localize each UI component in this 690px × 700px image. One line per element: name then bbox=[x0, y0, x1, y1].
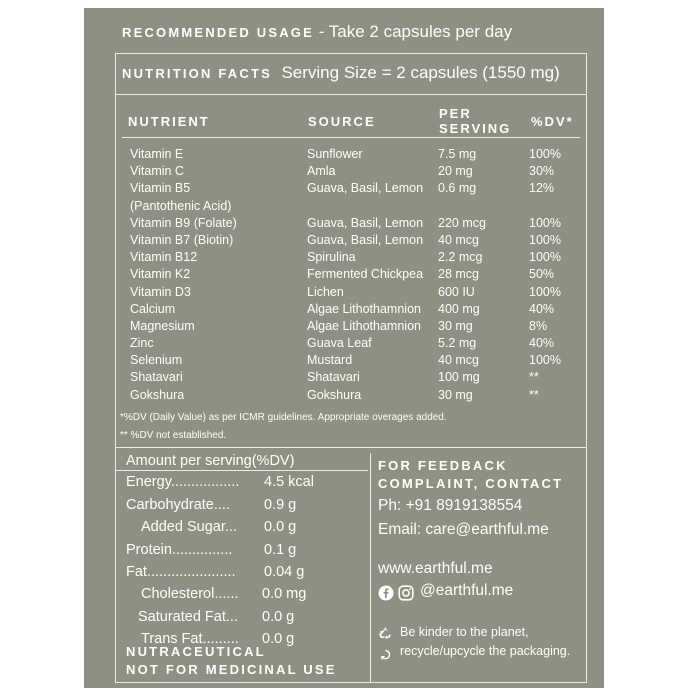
facebook-icon[interactable] bbox=[378, 585, 394, 606]
upcycle-icon bbox=[378, 648, 393, 668]
nutrient-name: Vitamin B7 (Biotin) bbox=[130, 232, 234, 247]
amount-label: Trans Fat......... bbox=[141, 631, 239, 647]
nutrient-name: Vitamin B12 bbox=[130, 250, 198, 265]
nutrient-amount: 400 mg bbox=[438, 301, 480, 316]
nutrient-source: Fermented Chickpea bbox=[307, 267, 424, 282]
nutrient-source: Guava, Basil, Lemon bbox=[307, 215, 424, 230]
nutrient-name: Zinc bbox=[130, 336, 154, 351]
nutrient-amount: 7.5 mg bbox=[438, 147, 477, 161]
amount-label: Cholesterol...... bbox=[141, 586, 239, 602]
amount-per-serving-heading: Amount per serving(%DV) bbox=[126, 453, 295, 469]
nutrient-source: Shatavari bbox=[307, 370, 360, 385]
amount-label: Saturated Fat... bbox=[138, 609, 238, 625]
nutrient-dv: ** bbox=[529, 370, 539, 385]
amount-value: 0.0 g bbox=[264, 519, 297, 535]
nutrient-dv: 40% bbox=[529, 336, 555, 351]
col-header-nutrient: NUTRIENT bbox=[128, 114, 210, 129]
amount-label: Protein............... bbox=[126, 542, 233, 558]
social-handle[interactable]: @earthful.me bbox=[420, 582, 514, 599]
amount-value: 0.9 g bbox=[264, 497, 297, 513]
nutrient-dv: ** bbox=[529, 387, 539, 402]
nutrition-facts-heading: NUTRITION FACTS bbox=[122, 66, 272, 81]
table-row bbox=[130, 352, 582, 369]
divider bbox=[116, 94, 586, 95]
nutrient-amount: 2.2 mcg bbox=[438, 250, 483, 265]
nutrient-amount: 220 mcg bbox=[438, 215, 486, 230]
nutrient-dv: 8% bbox=[529, 318, 548, 333]
nutrient-name: Shatavari bbox=[130, 370, 183, 385]
divider bbox=[116, 470, 368, 471]
serving-size: Serving Size = 2 capsules (1550 mg) bbox=[281, 63, 560, 82]
nutrient-amount: 40 mcg bbox=[438, 232, 479, 247]
amount-value: 0.0 mg bbox=[262, 586, 307, 602]
nutrient-name: (Pantothenic Acid) bbox=[130, 198, 232, 213]
nutrient-amount: 30 mg bbox=[438, 387, 473, 402]
col-header-serving: SERVING bbox=[439, 121, 512, 136]
phone-number[interactable]: Ph: +91 8919138554 bbox=[378, 497, 523, 514]
nutraceutical-label: NUTRACEUTICAL bbox=[126, 644, 266, 659]
nutrient-name: Gokshura bbox=[130, 387, 185, 402]
amount-label: Energy................. bbox=[126, 474, 240, 490]
col-header-dv: %DV* bbox=[531, 114, 574, 129]
table-row bbox=[130, 318, 582, 335]
nutrient-source: Mustard bbox=[307, 353, 353, 368]
nutrient-dv: 100% bbox=[529, 232, 561, 247]
nutrition-facts-title bbox=[122, 63, 560, 83]
email-address[interactable]: Email: care@earthful.me bbox=[378, 521, 549, 538]
nutrient-amount: 40 mcg bbox=[438, 353, 479, 368]
recommended-usage-heading: RECOMMENDED USAGE bbox=[122, 25, 314, 40]
nutrient-amount: 0.6 mg bbox=[438, 181, 477, 196]
amount-value: 0.0 g bbox=[262, 631, 295, 647]
nutrient-source: Lichen bbox=[307, 284, 344, 299]
nutrition-facts-box bbox=[115, 53, 587, 683]
amount-value: 0.0 g bbox=[262, 609, 295, 625]
table-row bbox=[130, 215, 582, 232]
table-row bbox=[130, 163, 582, 180]
nutrient-name: Vitamin K2 bbox=[130, 267, 191, 282]
nutrient-source: Guava Leaf bbox=[307, 336, 372, 351]
nutrient-name: Selenium bbox=[130, 353, 183, 368]
table-row bbox=[130, 335, 582, 352]
not-for-medicinal-use-label: NOT FOR MEDICINAL USE bbox=[126, 662, 337, 677]
amount-label: Fat...................... bbox=[126, 564, 236, 580]
table-row bbox=[130, 146, 582, 163]
nutrient-name: Vitamin B5 bbox=[130, 181, 191, 196]
label-panel bbox=[84, 8, 604, 688]
nutrient-source: Spirulina bbox=[307, 250, 356, 265]
table-row bbox=[130, 249, 582, 266]
nutrient-dv: 100% bbox=[529, 147, 561, 161]
recycle-icon bbox=[378, 626, 393, 646]
recycle-message-line2: recycle/upcycle the packaging. bbox=[400, 644, 571, 658]
dv-footnote: *%DV (Daily Value) as per ICMR guidelines. Appropriate overages added. bbox=[120, 412, 447, 423]
nutrient-amount: 100 mg bbox=[438, 370, 480, 385]
table-row bbox=[130, 180, 582, 197]
nutrient-dv: 100% bbox=[529, 250, 561, 265]
feedback-heading: FOR FEEDBACK bbox=[378, 458, 508, 473]
table-row bbox=[130, 301, 582, 318]
nutrient-amount: 28 mcg bbox=[438, 267, 479, 282]
nutrient-table bbox=[130, 146, 582, 404]
nutrient-amount: 30 mg bbox=[438, 318, 473, 333]
amount-label: Carbohydrate.... bbox=[126, 497, 230, 513]
nutrient-name: Vitamin B9 (Folate) bbox=[130, 215, 237, 230]
nutrient-dv: 30% bbox=[529, 164, 555, 179]
recommended-usage-text: - Take 2 capsules per day bbox=[313, 22, 513, 41]
recycle-message-line1: Be kinder to the planet, bbox=[400, 625, 529, 639]
table-row bbox=[130, 232, 582, 249]
amount-value: 0.1 g bbox=[264, 542, 297, 558]
nutrient-source: Gokshura bbox=[307, 387, 362, 402]
divider bbox=[122, 137, 580, 138]
nutrient-source: Sunflower bbox=[307, 147, 363, 161]
nutrient-dv: 100% bbox=[529, 284, 561, 299]
nutrient-source: Algae Lithothamnion bbox=[307, 301, 421, 316]
nutrient-dv: 100% bbox=[529, 353, 561, 368]
nutrient-name: Vitamin D3 bbox=[130, 284, 191, 299]
instagram-icon[interactable] bbox=[398, 585, 414, 606]
table-row bbox=[130, 387, 582, 404]
col-header-source: SOURCE bbox=[308, 114, 376, 129]
recommended-usage bbox=[122, 22, 512, 42]
nutrient-dv: 40% bbox=[529, 301, 555, 316]
divider bbox=[116, 447, 586, 448]
website-link[interactable]: www.earthful.me bbox=[378, 560, 493, 577]
nutrient-amount: 600 IU bbox=[438, 284, 475, 299]
table-row bbox=[130, 369, 582, 386]
col-header-per: PER bbox=[439, 106, 472, 121]
amount-value: 4.5 kcal bbox=[264, 474, 314, 490]
nutrient-name: Calcium bbox=[130, 301, 176, 316]
dv-not-established-note: ** %DV not established. bbox=[120, 430, 227, 441]
table-row bbox=[130, 266, 582, 283]
vertical-divider bbox=[370, 453, 371, 682]
nutrient-source: Guava, Basil, Lemon bbox=[307, 232, 424, 247]
complaint-contact-heading: COMPLAINT, CONTACT bbox=[378, 476, 564, 491]
nutrient-name: Vitamin C bbox=[130, 164, 184, 179]
nutrient-amount: 5.2 mg bbox=[438, 336, 477, 351]
nutrient-dv: 12% bbox=[529, 181, 555, 196]
nutrient-source: Algae Lithothamnion bbox=[307, 318, 421, 333]
nutrient-dv: 100% bbox=[529, 215, 561, 230]
nutrient-name: Vitamin E bbox=[130, 147, 184, 161]
amount-value: 0.04 g bbox=[264, 564, 305, 580]
nutrient-dv: 50% bbox=[529, 267, 555, 282]
nutrient-source: Amla bbox=[307, 164, 336, 179]
nutrient-source: Guava, Basil, Lemon bbox=[307, 181, 424, 196]
table-row bbox=[130, 284, 582, 301]
nutrient-amount: 20 mg bbox=[438, 164, 473, 179]
nutrient-name: Magnesium bbox=[130, 318, 195, 333]
amount-label: Added Sugar... bbox=[141, 519, 237, 535]
table-row bbox=[130, 198, 582, 215]
